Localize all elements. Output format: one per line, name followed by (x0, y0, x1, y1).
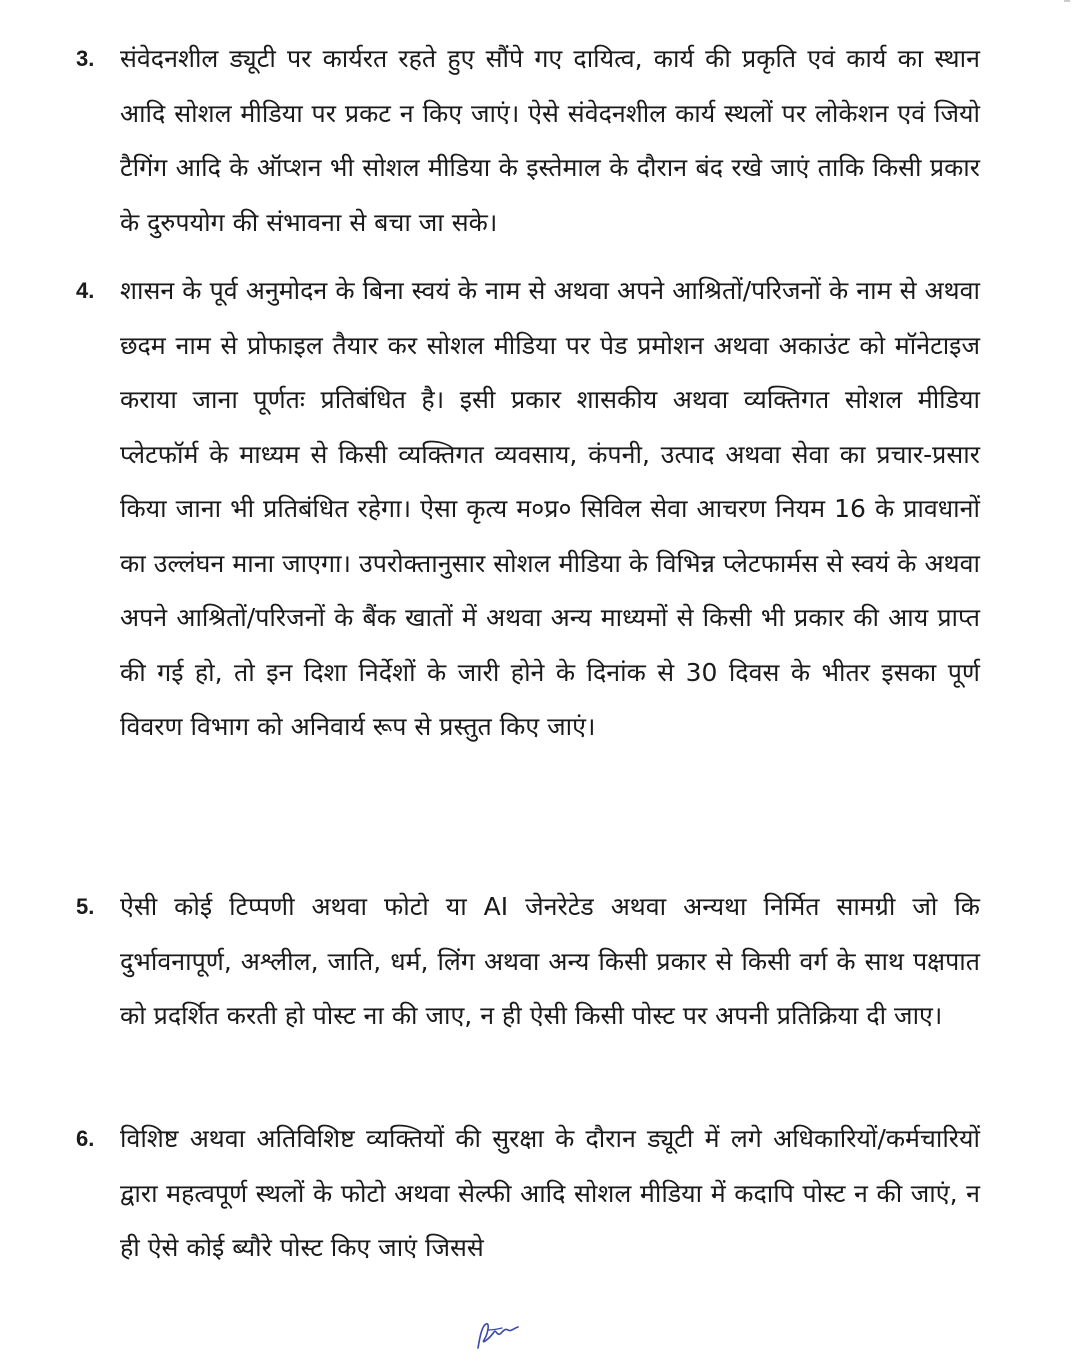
item-number: 4. (76, 278, 95, 303)
item-text: संवेदनशील ड्यूटी पर कार्यरत रहते हुए सौंपे गए दायित्व, कार्य की प्रकृति एवं कार्य का स्थान आदि सोशल मीडिया पर प्रकट न किए जाएं। ऐसे संवेदनशील कार्य स्थलों पर लोकेशन एवं जियो टैगिंग आदि के ऑप्शन भी सोशल मीडिया के इस्तेमाल के दौरान बंद रखे जाएं ताकि किसी प्रकार के दुरुपयोग की संभावना से बचा जा सके। (120, 44, 980, 237)
item-number: 3. (76, 46, 95, 71)
item-text: ऐसी कोई टिप्पणी अथवा फोटो या AI जेनरेटेड अथवा अन्यथा निर्मित सामग्री जो कि दुर्भावनापूर्ण, अश्लील, जाति, धर्म, लिंग अथवा अन्य किसी प्रकार से किसी वर्ग के साथ पक्षपात को प्रदर्शित करती हो पोस्ट ना की जाए, न ही ऐसी किसी पोस्ट पर अपनी प्रतिक्रिया दी जाए। (120, 892, 980, 1030)
item-number: 6. (76, 1126, 95, 1151)
item-number: 5. (76, 894, 95, 919)
item-text: विशिष्ट अथवा अतिविशिष्ट व्यक्तियों की सुरक्षा के दौरान ड्यूटी में लगे अधिकारियों/कर्मचारियों द्वारा महत्वपूर्ण स्थलों के फोटो अथवा सेल्फी आदि सोशल मीडिया में कदापि पोस्ट न की जाएं, न ही ऐसे कोई ब्यौरे पोस्ट किए जाएं जिससे (120, 1124, 980, 1262)
signature-icon (468, 1318, 528, 1352)
scan-mark-icon (1062, 0, 1072, 6)
item-text: शासन के पूर्व अनुमोदन के बिना स्वयं के नाम से अथवा अपने आश्रितों/परिजनों के नाम से अथवा छदम नाम से प्रोफाइल तैयार कर सोशल मीडिया पर पेड प्रमोशन अथवा अकाउंट को मॉनेटाइज कराया जाना पूर्णतः प्रतिबंधित है। इसी प्रकार शासकीय अथवा व्यक्तिगत सोशल मीडिया प्लेटफॉर्म के माध्यम से किसी व्यक्तिगत व्यवसाय, कंपनी, उत्पाद अथवा सेवा का प्रचार-प्रसार किया जाना भी प्रतिबंधित रहेगा। ऐसा कृत्य म०प्र० सिविल सेवा आचरण नियम 16 के प्रावधानों का उल्लंघन माना जाएगा। उपरोक्तानुसार सोशल मीडिया के विभिन्न प्लेटफार्मस से स्वयं के अथवा अपने आश्रितों/परिजनों के बैंक खातों में अथवा अन्य माध्यमों से किसी भी प्रकार की आय प्राप्त की गई हो, तो इन दिशा निर्देशों के जारी होने के दिनांक से 30 दिवस के भीतर इसका पूर्ण विवरण विभाग को अनिवार्य रूप से प्रस्तुत किए जाएं। (120, 276, 980, 741)
